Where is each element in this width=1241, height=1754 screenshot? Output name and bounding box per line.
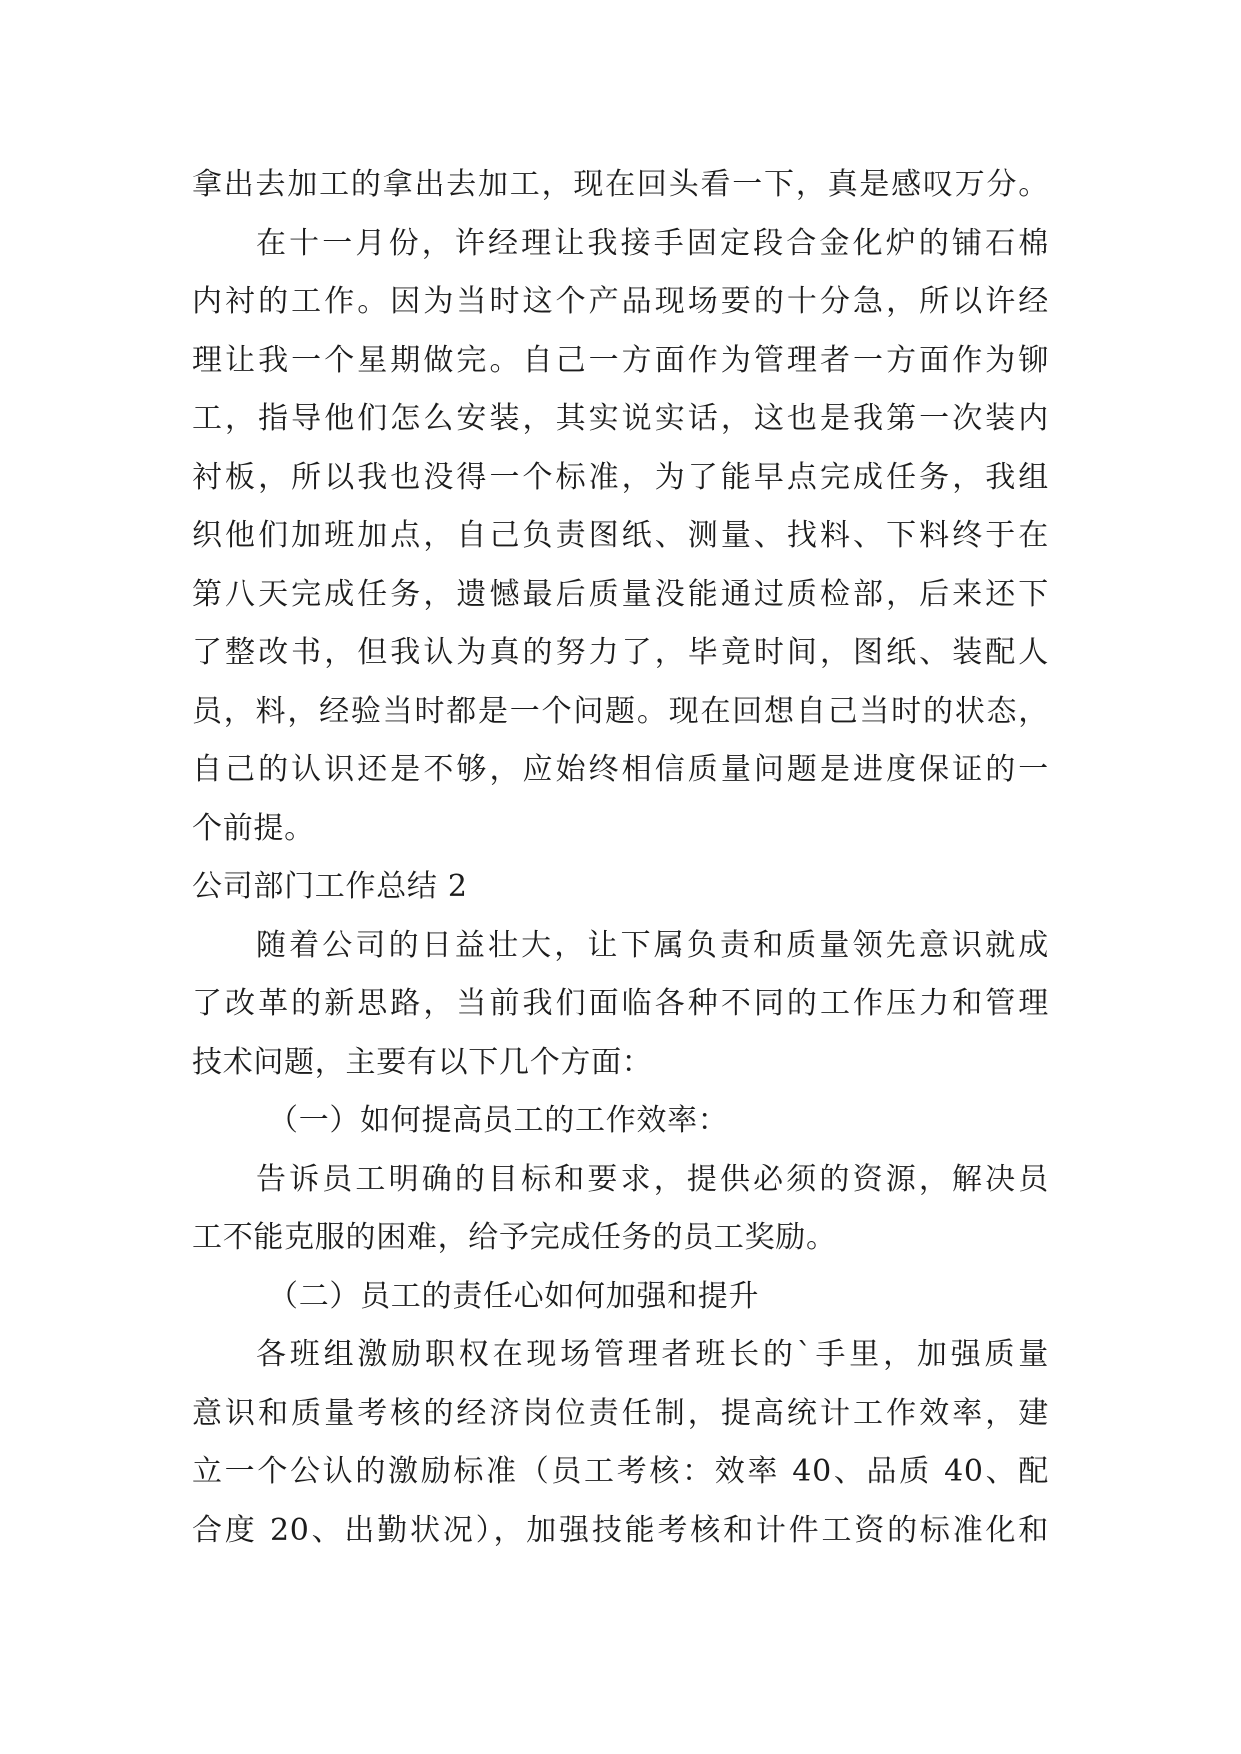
text-line: 了整改书，但我认为真的努力了，毕竟时间，图纸、装配人 <box>192 635 1049 670</box>
text-line: 工，指导他们怎么安装，其实说实话，这也是我第一次装内 <box>192 401 1049 436</box>
paragraph-line: 在十一月份，许经理让我接手固定段合金化炉的铺石棉 <box>256 225 1049 261</box>
section-heading: 公司部门工作总结 2 <box>192 869 468 904</box>
subheading: （一）如何提高员工的工作效率： <box>268 1103 729 1138</box>
document-body <box>192 156 1049 1560</box>
text-line: 衬板，所以我也没得一个标准，为了能早点完成任务，我组 <box>192 459 1049 495</box>
text-line: 意识和质量考核的经济岗位责任制，提高统计工作效率，建 <box>192 1395 1049 1431</box>
text-line: 合度 20、出勤状况），加强技能考核和计件工资的标准化和 <box>192 1512 1049 1548</box>
text-line: 个前提。 <box>192 810 315 846</box>
text-line: 内衬的工作。因为当时这个产品现场要的十分急，所以许经 <box>192 284 1049 319</box>
paragraph-line: 告诉员工明确的目标和要求，提供必须的资源，解决员 <box>256 1161 1049 1197</box>
text-line: 技术问题，主要有以下几个方面： <box>192 1044 653 1080</box>
text-line: 员，料，经验当时都是一个问题。现在回想自己当时的状态， <box>192 693 1049 729</box>
paragraph-line: 各班组激励职权在现场管理者班长的`手里，加强质量 <box>256 1337 1049 1372</box>
text-line: 了改革的新思路，当前我们面临各种不同的工作压力和管理 <box>192 986 1049 1021</box>
text-line: 拿出去加工的拿出去加工，现在回头看一下，真是感叹万分。 <box>192 167 1049 202</box>
text-line: 工不能克服的困难，给予完成任务的员工奖励。 <box>192 1220 837 1255</box>
text-line: 织他们加班加点，自己负责图纸、测量、找料、下料终于在 <box>192 518 1049 553</box>
text-line: 理让我一个星期做完。自己一方面作为管理者一方面作为铆 <box>192 342 1049 378</box>
subheading: （二）员工的责任心如何加强和提升 <box>268 1278 760 1314</box>
text-line: 立一个公认的激励标准（员工考核：效率 40、品质 40、配 <box>192 1454 1049 1489</box>
text-line: 第八天完成任务，遗憾最后质量没能通过质检部，后来还下 <box>192 576 1049 612</box>
text-line: 自己的认识还是不够，应始终相信质量问题是进度保证的一 <box>192 752 1049 787</box>
paragraph-line: 随着公司的日益壮大，让下属负责和质量领先意识就成 <box>256 927 1049 963</box>
